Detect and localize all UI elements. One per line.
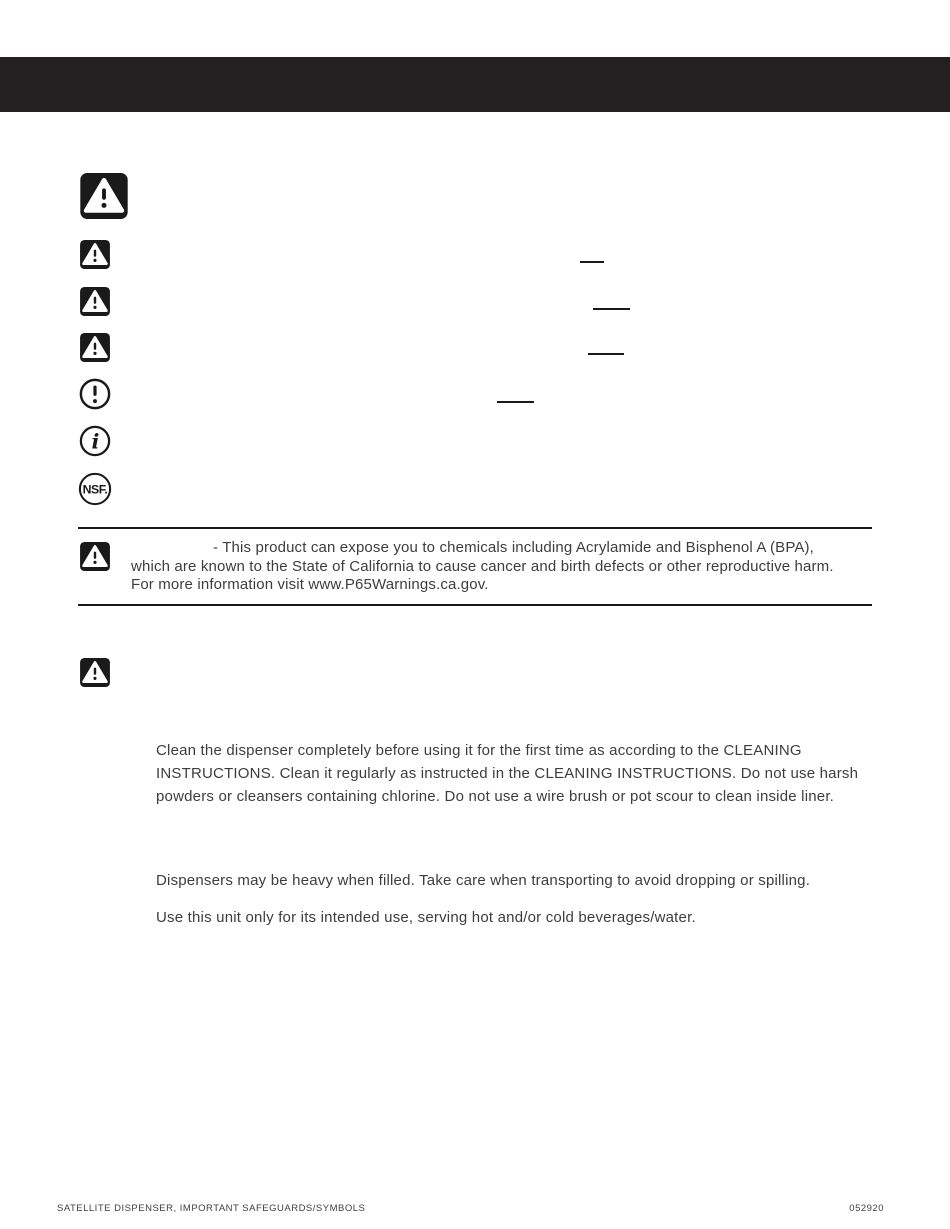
- blank-underline-1: [580, 261, 604, 263]
- warning-triangle-icon-3: [80, 333, 110, 362]
- prop65-text-line-3: For more information visit www.P65Warnings.ca.gov.: [131, 576, 489, 593]
- intended-use-paragraph: Use this unit only for its intended use, serving hot and/or cold beverages/water.: [156, 909, 696, 926]
- header-bar: [0, 57, 950, 112]
- safeguards-warning-triangle-icon: [80, 658, 110, 687]
- blank-underline-2: [593, 308, 630, 310]
- prop65-bottom-rule: [78, 604, 872, 606]
- prop65-top-rule: [78, 527, 872, 529]
- warning-triangle-icon-1: [80, 240, 110, 269]
- warning-triangle-icon-large: [80, 173, 128, 219]
- blank-underline-4: [497, 401, 534, 403]
- caution-exclamation-circle-icon: [79, 378, 111, 410]
- warning-triangle-icon-2: [80, 287, 110, 316]
- footer-revision-number: 052920: [849, 1203, 884, 1214]
- nsf-logo-text: NSF.: [82, 482, 108, 497]
- prop65-warning-triangle-icon: [80, 542, 110, 571]
- blank-underline-3: [588, 353, 624, 355]
- nsf-logo-icon: [78, 472, 112, 506]
- heavy-dispenser-paragraph: Dispensers may be heavy when filled. Take care when transporting to avoid dropping or spilling.: [156, 872, 811, 889]
- prop65-text-line-1: - This product can expose you to chemicals including Acrylamide and Bisphenol A (BPA),: [213, 539, 814, 556]
- footer-document-title: SATELLITE DISPENSER, IMPORTANT SAFEGUARDS/SYMBOLS: [57, 1203, 366, 1214]
- info-circle-icon: [79, 425, 111, 457]
- cleaning-instructions-paragraph: Clean the dispenser completely before using it for the first time as according to the CLEANING INSTRUCTIONS. Clean it regularly as instructed in the CLEANING INSTRUCTIONS. Do not use harsh powders or cleansers containing chlorine. Do not use a wire brush or pot scour to clean inside liner.: [156, 742, 859, 805]
- svg-text:i: i: [91, 429, 100, 454]
- prop65-text-line-2: which are known to the State of California to cause cancer and birth defects or other reproductive harm.: [131, 558, 834, 575]
